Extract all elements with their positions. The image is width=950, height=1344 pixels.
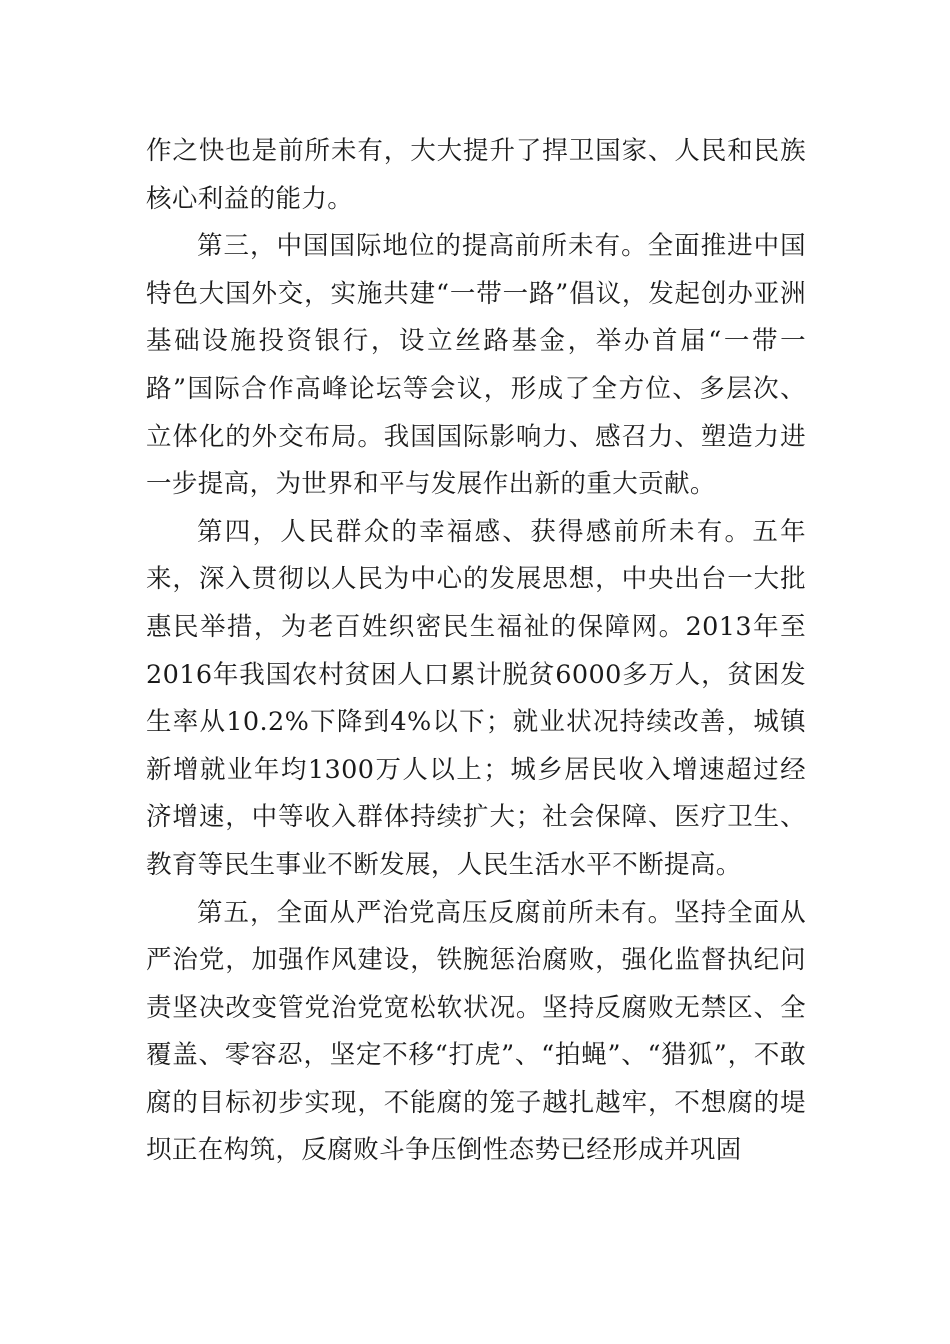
paragraph-continuation: 作之快也是前所未有，大大提升了捍卫国家、人民和民族核心利益的能力。 bbox=[146, 136, 806, 214]
paragraph-third-point: 第三，中国国际地位的提高前所未有。全面推进中国特色大国外交，实施共建“一带一路”倡议，发起创办亚洲基础设施投资银行，设立丝路基金，举办首届“一带一路”国际合作高峰论坛等会议，形成了全方位、多层次、立体化的外交布局。我国国际影响力、感召力、塑造力进一步提高，为世界和平与发展作出新的重大贡献。 bbox=[146, 231, 806, 500]
document-body bbox=[146, 128, 806, 1175]
paragraph-fourth-point: 第四，人民群众的幸福感、获得感前所未有。五年来，深入贯彻以人民为中心的发展思想，中央出台一大批惠民举措，为老百姓织密民生福祉的保障网。2013年至2016年我国农村贫困人口累计脱贫6000多万人，贫困发生率从10.2%下降到4%以下；就业状况持续改善，城镇新增就业年均1300万人以上；城乡居民收入增速超过经济增速，中等收入群体持续扩大；社会保障、医疗卫生、教育等民生事业不断发展，人民生活水平不断提高。 bbox=[146, 516, 806, 880]
paragraph-fifth-point: 第五，全面从严治党高压反腐前所未有。坚持全面从严治党，加强作风建设，铁腕惩治腐败，强化监督执纪问责坚决改变管党治党宽松软状况。坚持反腐败无禁区、全覆盖、零容忍，坚定不移“打虎”、“拍蝇”、“猎狐”，不敢腐的目标初步实现，不能腐的笼子越扎越牢，不想腐的堤坝正在构筑，反腐败斗争压倒性态势已经形成并巩固 bbox=[146, 897, 806, 1166]
